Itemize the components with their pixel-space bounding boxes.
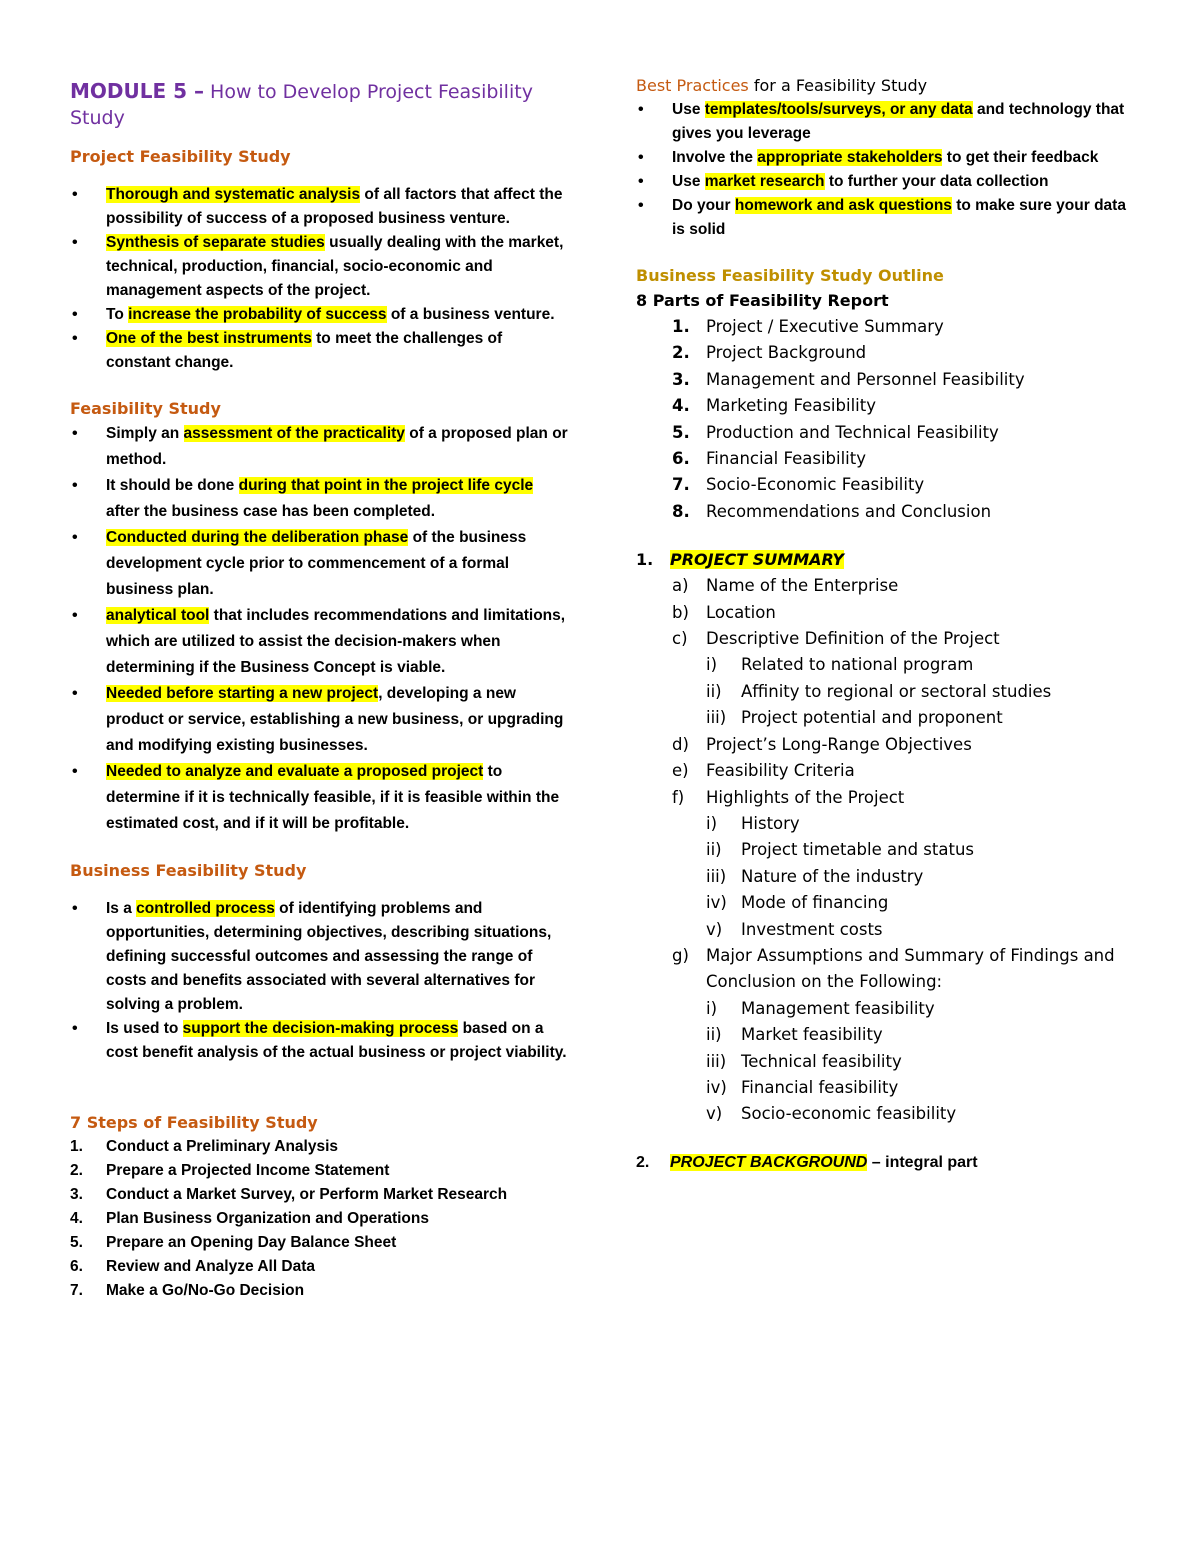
project-summary-heading: 1. PROJECT SUMMARY	[636, 550, 844, 570]
business-feasibility-study-heading: Business Feasibility Study	[70, 861, 307, 880]
list-item: 1. Conduct a Preliminary Analysis	[70, 1138, 339, 1155]
list-item: 6. Review and Analyze All Data	[70, 1258, 316, 1275]
list-item: 2. Prepare a Projected Income Statement	[70, 1162, 390, 1179]
list-item: 4. Plan Business Organization and Operations	[70, 1210, 429, 1227]
list-item: iii) Project potential and proponent	[706, 708, 1003, 728]
list-item: c) Descriptive Definition of the Project	[672, 629, 1000, 649]
list-item: • Simply an assessment of the practicality of a proposed plan or method.	[70, 421, 570, 473]
list-item: • analytical tool that includes recommendations and limitations, which are utilized to assist the decision-makers when determining if the Business Concept is viable.	[70, 603, 570, 681]
list-item: • Is a controlled process of identifying problems and opportunities, determining objectives, describing situations, defining successful outcomes and assessing the range of costs and benefits associated with several alternatives for solving a problem.	[70, 897, 570, 1017]
list-item: • Thorough and systematic analysis of all factors that affect the possibility of success of a proposed business venture.	[70, 183, 570, 231]
list-item: b) Location	[672, 602, 776, 622]
list-item: v) Investment costs	[706, 919, 883, 939]
list-item: e) Feasibility Criteria	[672, 761, 855, 781]
list-item: • It should be done during that point in the project life cycle after the business case has been completed.	[70, 473, 570, 525]
project-feasibility-study-heading: Project Feasibility Study	[70, 147, 291, 166]
list-item: 6. Financial Feasibility	[672, 449, 866, 469]
list-item: iv) Mode of financing	[706, 893, 889, 913]
module-subtitle: How to Develop Project Feasibility Study	[70, 81, 533, 129]
best-practices-list	[636, 98, 1136, 242]
list-item: v) Socio-economic feasibility	[706, 1104, 957, 1124]
feasibility-study-heading: Feasibility Study	[70, 399, 221, 418]
outline-heading: Business Feasibility Study Outline	[636, 266, 944, 285]
list-item: 3. Management and Personnel Feasibility	[672, 369, 1025, 389]
list-item: • Conducted during the deliberation phase of the business development cycle prior to commencement of a formal business plan.	[70, 525, 570, 603]
list-item: 8. Recommendations and Conclusion	[672, 501, 992, 521]
list-item: • Needed before starting a new project, developing a new product or service, establishing a new business, or upgrading and modifying existing businesses.	[70, 681, 570, 759]
seven-steps-list	[70, 1135, 570, 1303]
left-column	[70, 74, 570, 1303]
list-item: 4. Marketing Feasibility	[672, 396, 876, 416]
list-item: • To increase the probability of success of a business venture.	[70, 303, 570, 327]
list-item: • One of the best instruments to meet the challenges of constant change.	[70, 327, 570, 375]
list-item: • Synthesis of separate studies usually dealing with the market, technical, production, financial, socio-economic and management aspects of the project.	[70, 231, 570, 303]
list-item: i) Related to national program	[706, 655, 974, 675]
list-item: ii) Affinity to regional or sectoral studies	[706, 681, 1052, 701]
list-item: 3. Conduct a Market Survey, or Perform Market Research	[70, 1186, 508, 1203]
list-item: g) Major Assumptions and Summary of Findings and Conclusion on the Following:	[672, 945, 1115, 992]
list-item: i) Management feasibility	[706, 998, 935, 1018]
list-item: d) Project’s Long-Range Objectives	[672, 734, 972, 754]
best-practices-heading: Best Practices for a Feasibility Study	[636, 76, 928, 95]
project-background-heading: 2. PROJECT BACKGROUND – integral part	[636, 1153, 978, 1171]
module-title	[70, 78, 570, 131]
list-item: iii) Nature of the industry	[706, 866, 924, 886]
outline-list	[636, 314, 1136, 525]
module-number: MODULE 5 –	[70, 79, 204, 103]
list-item: 7. Make a Go/No-Go Decision	[70, 1282, 305, 1299]
list-item: i) History	[706, 813, 800, 833]
list-item: f) Highlights of the Project	[672, 787, 905, 807]
project-summary-list	[636, 573, 1136, 1128]
list-item: 2. Project Background	[672, 343, 867, 363]
list-item: 7. Socio-Economic Feasibility	[672, 475, 925, 495]
list-item: a) Name of the Enterprise	[672, 576, 899, 596]
feasibility-study-list	[70, 421, 570, 837]
list-item: iv) Financial feasibility	[706, 1077, 899, 1097]
list-item: 5. Production and Technical Feasibility	[672, 422, 999, 442]
list-item: 5. Prepare an Opening Day Balance Sheet	[70, 1234, 397, 1251]
right-column	[636, 74, 1136, 1176]
list-item: • Is used to support the decision-making process based on a cost benefit analysis of the actual business or project viability.	[70, 1017, 570, 1065]
list-item: iii) Technical feasibility	[706, 1051, 902, 1071]
project-feasibility-study-list	[70, 183, 570, 375]
list-item: ii) Project timetable and status	[706, 840, 974, 860]
outline-subtitle: 8 Parts of Feasibility Report	[636, 291, 889, 310]
business-feasibility-study-list	[70, 897, 570, 1065]
list-item: • Use market research to further your data collection	[636, 170, 1136, 194]
seven-steps-heading: 7 Steps of Feasibility Study	[70, 1113, 318, 1132]
list-item: 1. Project / Executive Summary	[672, 317, 944, 336]
list-item: • Involve the appropriate stakeholders to get their feedback	[636, 146, 1136, 170]
list-item: ii) Market feasibility	[706, 1025, 883, 1045]
list-item: • Use templates/tools/surveys, or any data and technology that gives you leverage	[636, 98, 1136, 146]
list-item: • Do your homework and ask questions to make sure your data is solid	[636, 194, 1136, 242]
list-item: • Needed to analyze and evaluate a proposed project to determine if it is technically feasible, if it is feasible within the estimated cost, and if it will be profitable.	[70, 759, 570, 837]
